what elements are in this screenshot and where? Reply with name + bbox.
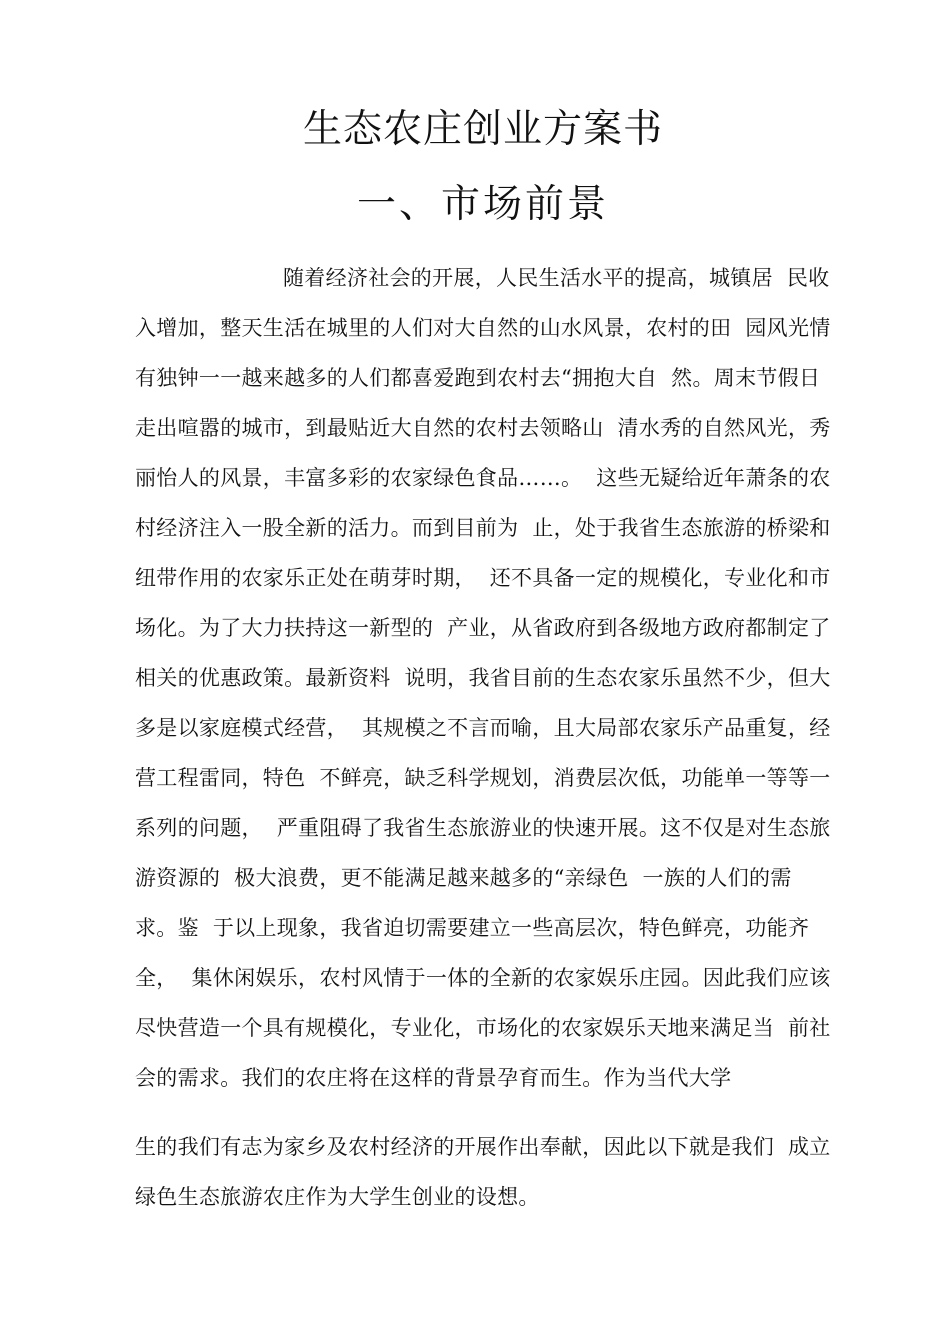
paragraph-line: 走出喧嚣的城市，到最贴近大自然的农村去领略山 清水秀的自然风光，秀 [135, 416, 831, 440]
paragraph-line: 绿色生态旅游农庄作为大学生创业的设想。 [135, 1185, 540, 1209]
paragraph-line: 场化。为了大力扶持这一新型的 产业，从省政府到各级地方政府都制定了 [135, 616, 831, 640]
paragraph-line: 随着经济社会的开展，人民生活水平的提高，城镇居 民收 [283, 266, 830, 290]
paragraph-line: 相关的优惠政策。最新资料 说明，我省目前的生态农家乐虽然不少，但大 [135, 666, 831, 690]
section-heading: 一、市场前景 [356, 182, 609, 227]
paragraph-line: 生的我们有志为家乡及农村经济的开展作出奉献，因此以下就是我们 成立 [135, 1135, 831, 1159]
paragraph-line: 求。鉴 于以上现象，我省迫切需要建立一些高层次，特色鲜亮，功能齐 [135, 916, 810, 940]
paragraph-line: 全， 集休闲娱乐，农村风情于一体的全新的农家娱乐庄园。因此我们应该 [135, 966, 831, 990]
body-paragraph-2 [135, 1122, 831, 1222]
paragraph-line: 入增加，整天生活在城里的人们对大自然的山水风景，农村的田 园风光情 [135, 316, 831, 340]
body-paragraph-1 [135, 253, 831, 1103]
document-title: 生态农庄创业方案书 [302, 107, 663, 152]
paragraph-line: 游资源的 极大浪费，更不能满足越来越多的“亲绿色 一族的人们的需 [135, 866, 792, 890]
paragraph-line: 有独钟一一越来越多的人们都喜爱跑到农村去“拥抱大自 然。周末节假日 [135, 366, 821, 390]
paragraph-line: 村经济注入一股全新的活力。而到目前为 止，处于我省生态旅游的桥梁和 [135, 516, 831, 540]
paragraph-line: 尽快营造一个具有规模化，专业化，市场化的农家娱乐天地来满足当 前社 [135, 1016, 831, 1040]
paragraph-line: 系列的问题， 严重阻碍了我省生态旅游业的快速开展。这不仅是对生态旅 [135, 816, 831, 840]
paragraph-line: 营工程雷同，特色 不鲜亮，缺乏科学规划，消费层次低，功能单一等等一 [135, 766, 831, 790]
paragraph-line: 纽带作用的农家乐正处在萌芽时期， 还不具备一定的规模化，专业化和市 [135, 566, 831, 590]
paragraph-line: 多是以家庭模式经营， 其规模之不言而喻，且大局部农家乐产品重复，经 [135, 716, 831, 740]
paragraph-line: 丽怡人的风景，丰富多彩的农家绿色食品……。 这些无疑给近年萧条的农 [135, 466, 831, 490]
paragraph-line: 会的需求。我们的农庄将在这样的背景孕育而生。作为当代大学 [135, 1066, 732, 1090]
